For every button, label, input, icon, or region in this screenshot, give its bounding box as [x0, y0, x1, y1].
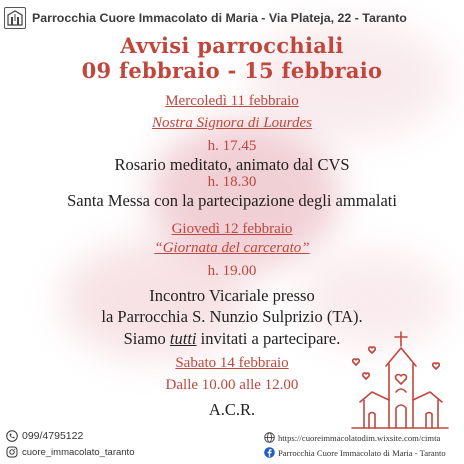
- wednesday-event2: Santa Messa con la partecipazione degli ammalati: [67, 191, 397, 210]
- saturday-date: Sabato 14 febbraio: [175, 355, 289, 371]
- wednesday-date: Mercoledì 11 febbraio: [165, 93, 299, 109]
- header-text: Parrocchia Cuore Immacolato di Maria - Via Plateja, 22 - Taranto: [32, 11, 407, 25]
- saturday-event: A.C.R.: [208, 400, 256, 419]
- instagram-handle[interactable]: cuore_immacolato_taranto: [22, 446, 135, 458]
- page-title: Avvisi parrocchiali: [120, 33, 344, 58]
- parish-logo-icon: [4, 7, 26, 29]
- thursday-event-line3-pre: Siamo: [123, 329, 170, 348]
- footer-contacts: [6, 428, 134, 460]
- website-row: [264, 430, 446, 445]
- facebook-icon: [264, 447, 275, 458]
- phone-number[interactable]: 099/4795122: [22, 430, 84, 442]
- thursday-time: h. 19.00: [207, 263, 257, 279]
- thursday-event-line3-post: invitati a partecipare.: [196, 329, 341, 348]
- instagram-row: [6, 444, 134, 460]
- phone-icon: [6, 430, 18, 442]
- footer-links: [264, 430, 446, 460]
- wednesday-time2: h. 18.30: [207, 174, 257, 190]
- thursday-date: Giovedì 12 febbraio: [171, 221, 293, 237]
- page-subtitle: 09 febbraio - 15 febbraio: [81, 58, 383, 83]
- thursday-event-line1: Incontro Vicariale presso: [149, 286, 315, 305]
- globe-icon: [264, 432, 275, 443]
- website-link[interactable]: https://cuoreimmacolatodim.wixsite.com/cimta: [278, 432, 441, 443]
- church-icon: [346, 330, 450, 430]
- saturday-time: Dalle 10.00 alle 12.00: [165, 377, 299, 393]
- header: [4, 6, 460, 30]
- phone-row: [6, 428, 134, 444]
- thursday-event-line2: la Parrocchia S. Nunzio Sulprizio (TA).: [101, 307, 363, 326]
- wednesday-time1: h. 17.45: [207, 138, 257, 154]
- instagram-icon: [6, 446, 18, 458]
- thursday-feast: “Giornata del carcerato”: [154, 240, 310, 256]
- facebook-row: [264, 445, 446, 460]
- wednesday-event1: Rosario meditato, animato dal CVS: [114, 155, 350, 174]
- facebook-page[interactable]: Parrocchia Cuore Immacolato di Maria - Taranto: [278, 447, 446, 458]
- thursday-event-line3-emphasis: tutti: [169, 329, 197, 348]
- wednesday-feast: Nostra Signora di Lourdes: [152, 115, 312, 131]
